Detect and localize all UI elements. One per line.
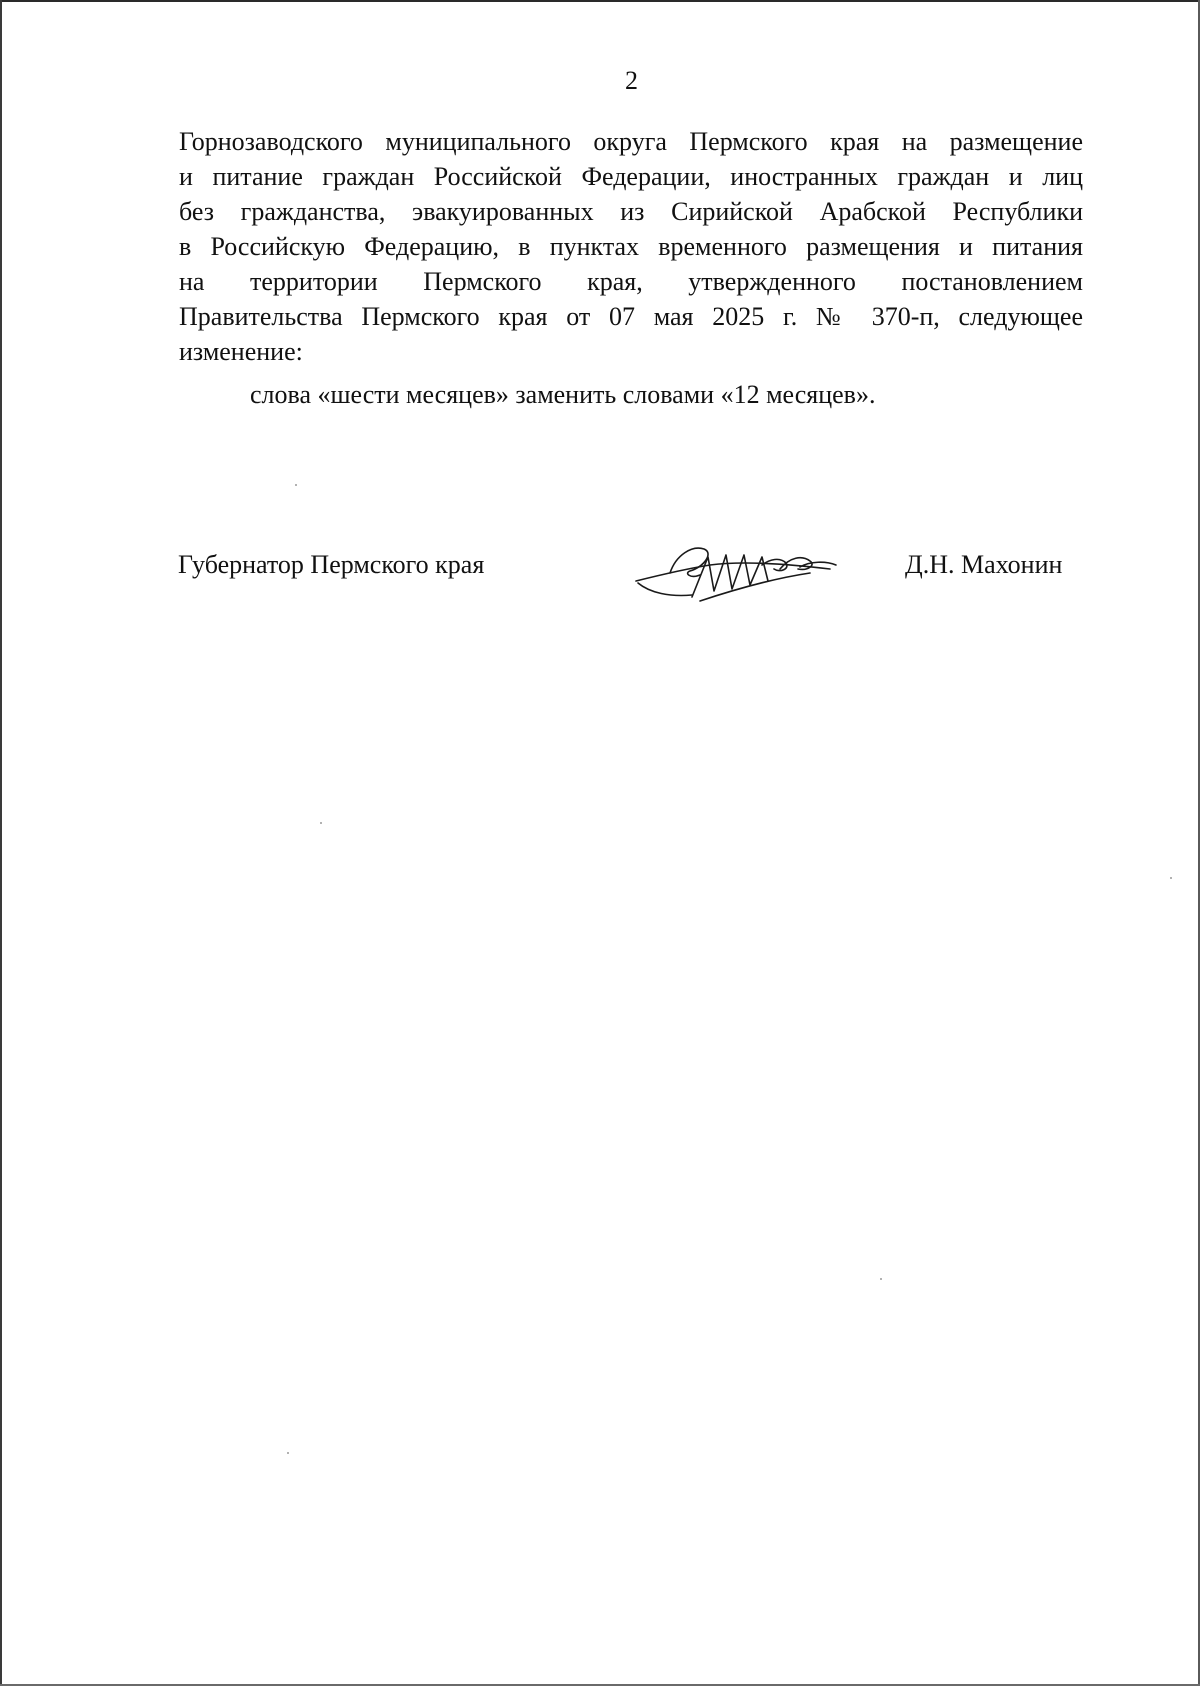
signatory-title: Губернатор Пермского края [178,550,485,579]
body-line: на территории Пермского края, утвержденного постановлением [179,267,1083,296]
handwritten-signature [630,535,840,607]
signatory-name: Д.Н. Махонин [905,550,1063,579]
scan-speck [1170,877,1172,879]
scan-edge-left [0,0,2,1686]
page-number: 2 [625,66,638,95]
body-line: без гражданства, эвакуированных из Сирийской Арабской Республики [179,197,1083,226]
body-line: Правительства Пермского края от 07 мая 2025 г. № 370-п, следующее [179,302,1083,331]
body-line: изменение: [179,337,303,366]
scan-edge-top [0,0,1200,2]
scan-speck [287,1452,289,1454]
amendment-text: слова «шести месяцев» заменить словами «12 месяцев». [250,380,876,409]
body-line: Горнозаводского муниципального округа Пермского края на размещение [179,127,1083,156]
body-line: в Российскую Федерацию, в пунктах временного размещения и питания [179,232,1083,261]
scan-speck [320,822,322,824]
scan-speck [880,1278,882,1280]
body-line: и питание граждан Российской Федерации, иностранных граждан и лиц [179,162,1083,191]
body-paragraph [179,124,1083,369]
scan-speck [295,484,297,486]
